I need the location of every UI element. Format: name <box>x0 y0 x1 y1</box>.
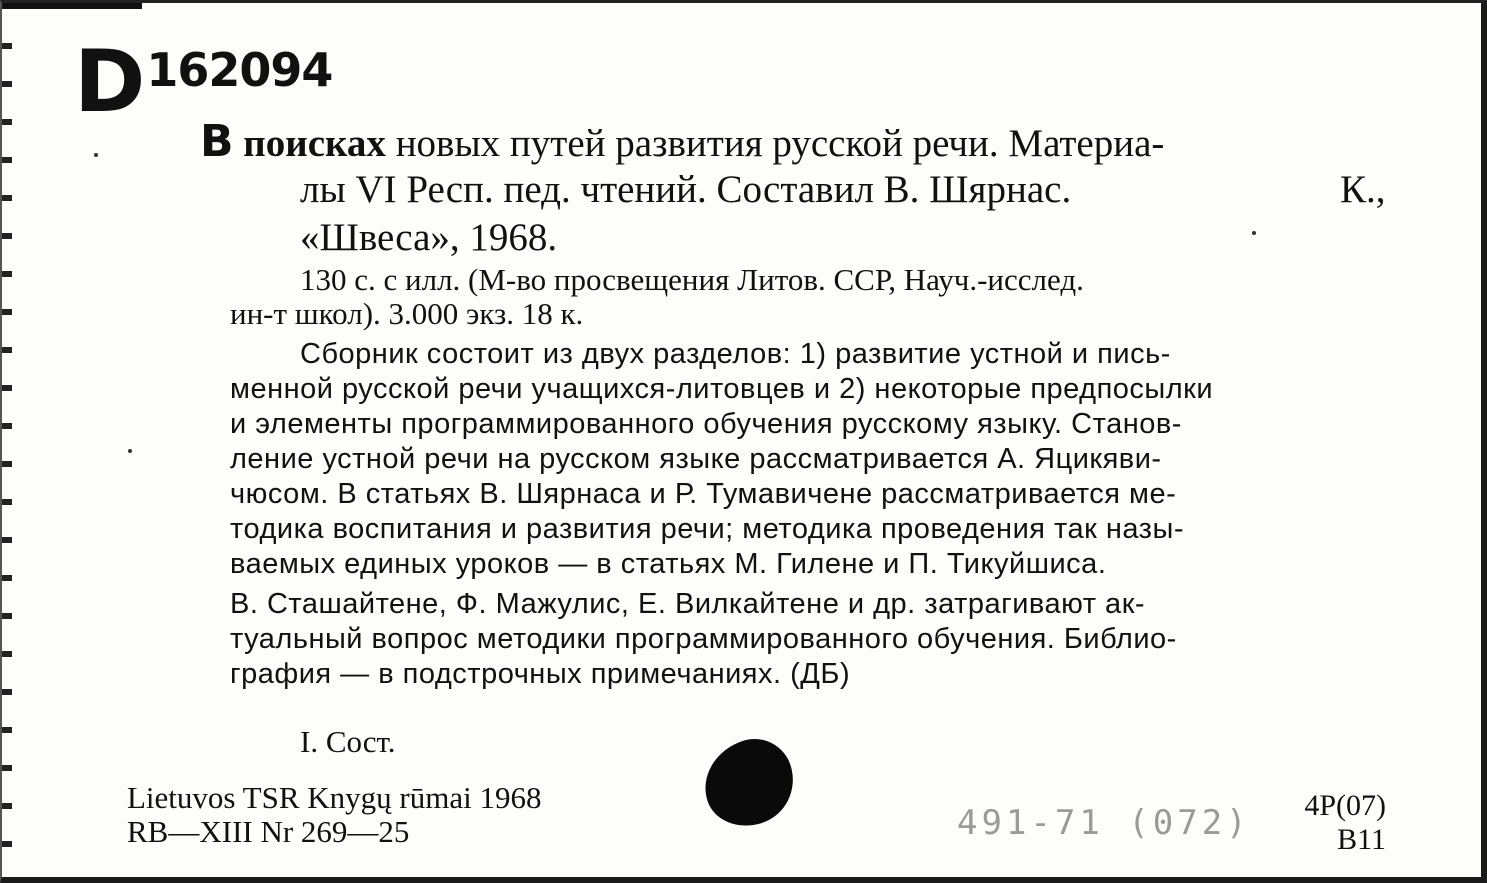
title-line-3: «Швеса», 1968. <box>300 216 558 259</box>
title-line-1 <box>200 116 1165 167</box>
title-line-1-rest: новых путей развития русской речи. Материа- <box>395 122 1165 165</box>
inventory-digits: 162094 <box>146 43 333 97</box>
annotation-line: В. Сташайтене, Ф. Мажулис, Е. Вилкайтене и др. затрагивают ак- <box>230 588 1146 620</box>
annotation-line: и элементы программированного обучения русскому языку. Станов- <box>230 408 1182 440</box>
title-initial: В <box>200 116 234 167</box>
annotation-line: туальный вопрос методики программированного обучения. Библио- <box>230 623 1177 655</box>
publisher-line-1: Lietuvos TSR Knygų rūmai 1968 <box>127 780 542 815</box>
inventory-number <box>74 32 333 132</box>
collation-line-2: ин-т школ). 3.000 экз. 18 к. <box>230 296 584 331</box>
stamp-mark: 491-71 (072) <box>957 803 1251 843</box>
ink-blot <box>693 729 805 837</box>
class-code-2: В11 <box>1337 823 1386 856</box>
annotation-line: тодика воспитания и развития речи; методика проведения так назы- <box>230 513 1184 545</box>
speck <box>94 153 98 157</box>
title-place: К., <box>1340 168 1386 211</box>
title-line-2: лы VI Респ. пед. чтений. Составил В. Шярнас. <box>300 168 1072 211</box>
speck <box>1252 231 1256 235</box>
collation-line-1: 130 с. с илл. (М-во просвещения Литов. ССР, Науч.-исслед. <box>300 262 1084 297</box>
publisher-line-2: RB—XIII Nr 269—25 <box>127 814 410 849</box>
speck <box>128 449 132 453</box>
punch-marks <box>2 43 12 863</box>
inventory-letter: D <box>74 32 145 132</box>
tracing: I. Сост. <box>300 724 396 759</box>
annotation-line: ваемых единых уроков — в статьях М. Гилене и П. Тикуйшиса. <box>230 548 1107 580</box>
title-bold-word: поисках <box>243 122 386 165</box>
annotation-line: графия — в подстрочных примечаниях. (ДБ) <box>230 658 851 690</box>
annotation-line: менной русской речи учащихся-литовцев и 2) некоторые предпосылки <box>230 373 1214 405</box>
annotation-line: чюсом. В статьях В. Шярнаса и Р. Тумавичене рассматривается ме- <box>230 478 1177 510</box>
class-code-1: 4Р(07) <box>1304 789 1386 822</box>
top-rule <box>2 3 142 9</box>
annotation-line: ление устной речи на русском языке рассматривается А. Яцикяви- <box>230 443 1162 475</box>
annotation-line: Сборник состоит из двух разделов: 1) развитие устной и пись- <box>300 338 1171 370</box>
